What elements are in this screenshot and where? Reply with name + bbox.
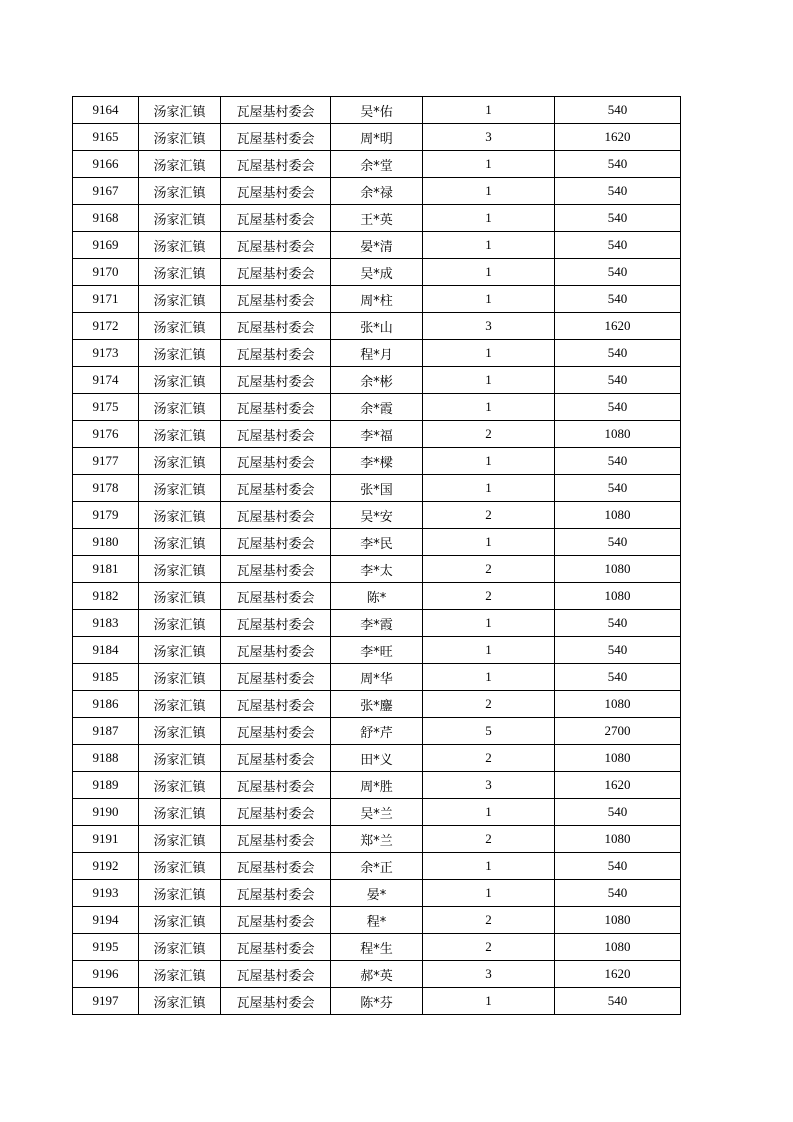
row-number-cell: 9185 (73, 664, 139, 691)
amount-cell: 540 (555, 367, 681, 394)
table-row (73, 745, 681, 772)
name-cell: 李*霞 (331, 610, 423, 637)
town-cell: 汤家汇镇 (139, 124, 221, 151)
count-cell: 3 (423, 313, 555, 340)
count-cell: 1 (423, 178, 555, 205)
town-cell: 汤家汇镇 (139, 907, 221, 934)
table-row (73, 286, 681, 313)
town-cell: 汤家汇镇 (139, 178, 221, 205)
table-row (73, 151, 681, 178)
table-row (73, 205, 681, 232)
name-cell: 晏*清 (331, 232, 423, 259)
count-cell: 1 (423, 151, 555, 178)
row-number-cell: 9169 (73, 232, 139, 259)
town-cell: 汤家汇镇 (139, 205, 221, 232)
table-row (73, 934, 681, 961)
village-committee-cell: 瓦屋基村委会 (221, 826, 331, 853)
village-committee-cell: 瓦屋基村委会 (221, 637, 331, 664)
count-cell: 3 (423, 124, 555, 151)
row-number-cell: 9170 (73, 259, 139, 286)
amount-cell: 1080 (555, 907, 681, 934)
row-number-cell: 9165 (73, 124, 139, 151)
name-cell: 余*禄 (331, 178, 423, 205)
village-committee-cell: 瓦屋基村委会 (221, 448, 331, 475)
row-number-cell: 9184 (73, 637, 139, 664)
village-committee-cell: 瓦屋基村委会 (221, 880, 331, 907)
table-row (73, 718, 681, 745)
table-row (73, 421, 681, 448)
table-row (73, 961, 681, 988)
village-committee-cell: 瓦屋基村委会 (221, 718, 331, 745)
name-cell: 余*正 (331, 853, 423, 880)
table-row (73, 772, 681, 799)
amount-cell: 1080 (555, 502, 681, 529)
table-row (73, 232, 681, 259)
table-row (73, 556, 681, 583)
table-row (73, 664, 681, 691)
town-cell: 汤家汇镇 (139, 583, 221, 610)
row-number-cell: 9195 (73, 934, 139, 961)
amount-cell: 540 (555, 664, 681, 691)
row-number-cell: 9171 (73, 286, 139, 313)
name-cell: 余*堂 (331, 151, 423, 178)
village-committee-cell: 瓦屋基村委会 (221, 529, 331, 556)
amount-cell: 2700 (555, 718, 681, 745)
row-number-cell: 9173 (73, 340, 139, 367)
village-committee-cell: 瓦屋基村委会 (221, 232, 331, 259)
village-committee-cell: 瓦屋基村委会 (221, 205, 331, 232)
amount-cell: 1080 (555, 934, 681, 961)
count-cell: 2 (423, 502, 555, 529)
table-row (73, 394, 681, 421)
table-row (73, 124, 681, 151)
count-cell: 1 (423, 448, 555, 475)
row-number-cell: 9189 (73, 772, 139, 799)
count-cell: 1 (423, 367, 555, 394)
count-cell: 1 (423, 529, 555, 556)
count-cell: 1 (423, 340, 555, 367)
village-committee-cell: 瓦屋基村委会 (221, 799, 331, 826)
village-committee-cell: 瓦屋基村委会 (221, 313, 331, 340)
row-number-cell: 9178 (73, 475, 139, 502)
amount-cell: 540 (555, 988, 681, 1015)
name-cell: 吴*兰 (331, 799, 423, 826)
name-cell: 周*胜 (331, 772, 423, 799)
town-cell: 汤家汇镇 (139, 772, 221, 799)
village-committee-cell: 瓦屋基村委会 (221, 394, 331, 421)
village-committee-cell: 瓦屋基村委会 (221, 151, 331, 178)
town-cell: 汤家汇镇 (139, 367, 221, 394)
village-committee-cell: 瓦屋基村委会 (221, 853, 331, 880)
count-cell: 1 (423, 475, 555, 502)
name-cell: 晏* (331, 880, 423, 907)
village-committee-cell: 瓦屋基村委会 (221, 664, 331, 691)
row-number-cell: 9197 (73, 988, 139, 1015)
amount-cell: 1620 (555, 961, 681, 988)
village-committee-cell: 瓦屋基村委会 (221, 124, 331, 151)
amount-cell: 540 (555, 853, 681, 880)
name-cell: 余*彬 (331, 367, 423, 394)
name-cell: 李*太 (331, 556, 423, 583)
table-row (73, 637, 681, 664)
table-row (73, 259, 681, 286)
count-cell: 2 (423, 556, 555, 583)
amount-cell: 540 (555, 448, 681, 475)
name-cell: 陈* (331, 583, 423, 610)
table-row (73, 97, 681, 124)
amount-cell: 1620 (555, 124, 681, 151)
amount-cell: 540 (555, 610, 681, 637)
count-cell: 1 (423, 232, 555, 259)
name-cell: 田*义 (331, 745, 423, 772)
amount-cell: 1080 (555, 583, 681, 610)
village-committee-cell: 瓦屋基村委会 (221, 610, 331, 637)
count-cell: 1 (423, 610, 555, 637)
table-row (73, 799, 681, 826)
amount-cell: 540 (555, 286, 681, 313)
amount-cell: 540 (555, 394, 681, 421)
village-committee-cell: 瓦屋基村委会 (221, 988, 331, 1015)
table-row (73, 340, 681, 367)
row-number-cell: 9190 (73, 799, 139, 826)
count-cell: 2 (423, 745, 555, 772)
name-cell: 程* (331, 907, 423, 934)
name-cell: 张*国 (331, 475, 423, 502)
amount-cell: 540 (555, 151, 681, 178)
table-row (73, 853, 681, 880)
name-cell: 张*山 (331, 313, 423, 340)
count-cell: 1 (423, 286, 555, 313)
village-committee-cell: 瓦屋基村委会 (221, 745, 331, 772)
village-committee-cell: 瓦屋基村委会 (221, 259, 331, 286)
row-number-cell: 9193 (73, 880, 139, 907)
table-row (73, 610, 681, 637)
count-cell: 2 (423, 826, 555, 853)
town-cell: 汤家汇镇 (139, 151, 221, 178)
village-committee-cell: 瓦屋基村委会 (221, 772, 331, 799)
amount-cell: 1080 (555, 745, 681, 772)
name-cell: 吴*成 (331, 259, 423, 286)
amount-cell: 540 (555, 799, 681, 826)
count-cell: 1 (423, 988, 555, 1015)
village-committee-cell: 瓦屋基村委会 (221, 421, 331, 448)
town-cell: 汤家汇镇 (139, 664, 221, 691)
village-committee-cell: 瓦屋基村委会 (221, 556, 331, 583)
row-number-cell: 9176 (73, 421, 139, 448)
count-cell: 3 (423, 772, 555, 799)
count-cell: 1 (423, 259, 555, 286)
village-committee-cell: 瓦屋基村委会 (221, 691, 331, 718)
name-cell: 周*华 (331, 664, 423, 691)
town-cell: 汤家汇镇 (139, 448, 221, 475)
town-cell: 汤家汇镇 (139, 799, 221, 826)
amount-cell: 1620 (555, 313, 681, 340)
row-number-cell: 9179 (73, 502, 139, 529)
row-number-cell: 9174 (73, 367, 139, 394)
name-cell: 李*福 (331, 421, 423, 448)
table-row (73, 178, 681, 205)
name-cell: 郑*兰 (331, 826, 423, 853)
name-cell: 舒*芹 (331, 718, 423, 745)
name-cell: 李*民 (331, 529, 423, 556)
town-cell: 汤家汇镇 (139, 340, 221, 367)
count-cell: 1 (423, 637, 555, 664)
table-row (73, 475, 681, 502)
name-cell: 程*生 (331, 934, 423, 961)
count-cell: 1 (423, 880, 555, 907)
name-cell: 张*鏖 (331, 691, 423, 718)
town-cell: 汤家汇镇 (139, 286, 221, 313)
count-cell: 1 (423, 205, 555, 232)
row-number-cell: 9194 (73, 907, 139, 934)
count-cell: 2 (423, 421, 555, 448)
village-committee-cell: 瓦屋基村委会 (221, 907, 331, 934)
count-cell: 2 (423, 907, 555, 934)
town-cell: 汤家汇镇 (139, 610, 221, 637)
table-row (73, 826, 681, 853)
row-number-cell: 9186 (73, 691, 139, 718)
row-number-cell: 9166 (73, 151, 139, 178)
town-cell: 汤家汇镇 (139, 529, 221, 556)
count-cell: 2 (423, 583, 555, 610)
row-number-cell: 9175 (73, 394, 139, 421)
amount-cell: 1080 (555, 556, 681, 583)
name-cell: 陈*芬 (331, 988, 423, 1015)
count-cell: 2 (423, 934, 555, 961)
table-row (73, 502, 681, 529)
village-committee-cell: 瓦屋基村委会 (221, 934, 331, 961)
count-cell: 5 (423, 718, 555, 745)
village-committee-cell: 瓦屋基村委会 (221, 502, 331, 529)
table-row (73, 691, 681, 718)
table-row (73, 583, 681, 610)
count-cell: 1 (423, 853, 555, 880)
row-number-cell: 9182 (73, 583, 139, 610)
row-number-cell: 9164 (73, 97, 139, 124)
village-committee-cell: 瓦屋基村委会 (221, 340, 331, 367)
town-cell: 汤家汇镇 (139, 97, 221, 124)
town-cell: 汤家汇镇 (139, 475, 221, 502)
town-cell: 汤家汇镇 (139, 934, 221, 961)
town-cell: 汤家汇镇 (139, 259, 221, 286)
row-number-cell: 9187 (73, 718, 139, 745)
name-cell: 李*旺 (331, 637, 423, 664)
count-cell: 2 (423, 691, 555, 718)
row-number-cell: 9172 (73, 313, 139, 340)
village-committee-cell: 瓦屋基村委会 (221, 367, 331, 394)
row-number-cell: 9191 (73, 826, 139, 853)
name-cell: 郝*英 (331, 961, 423, 988)
table-row (73, 907, 681, 934)
row-number-cell: 9167 (73, 178, 139, 205)
name-cell: 王*英 (331, 205, 423, 232)
row-number-cell: 9180 (73, 529, 139, 556)
name-cell: 余*霞 (331, 394, 423, 421)
data-table (72, 96, 681, 1015)
amount-cell: 540 (555, 97, 681, 124)
table-row (73, 448, 681, 475)
amount-cell: 1080 (555, 691, 681, 718)
amount-cell: 1080 (555, 826, 681, 853)
amount-cell: 540 (555, 232, 681, 259)
count-cell: 3 (423, 961, 555, 988)
row-number-cell: 9192 (73, 853, 139, 880)
row-number-cell: 9181 (73, 556, 139, 583)
town-cell: 汤家汇镇 (139, 691, 221, 718)
row-number-cell: 9177 (73, 448, 139, 475)
town-cell: 汤家汇镇 (139, 961, 221, 988)
town-cell: 汤家汇镇 (139, 232, 221, 259)
name-cell: 程*月 (331, 340, 423, 367)
town-cell: 汤家汇镇 (139, 880, 221, 907)
town-cell: 汤家汇镇 (139, 421, 221, 448)
town-cell: 汤家汇镇 (139, 988, 221, 1015)
town-cell: 汤家汇镇 (139, 718, 221, 745)
name-cell: 吴*安 (331, 502, 423, 529)
row-number-cell: 9183 (73, 610, 139, 637)
amount-cell: 540 (555, 205, 681, 232)
village-committee-cell: 瓦屋基村委会 (221, 286, 331, 313)
town-cell: 汤家汇镇 (139, 826, 221, 853)
row-number-cell: 9196 (73, 961, 139, 988)
count-cell: 1 (423, 664, 555, 691)
town-cell: 汤家汇镇 (139, 556, 221, 583)
amount-cell: 540 (555, 880, 681, 907)
name-cell: 周*明 (331, 124, 423, 151)
village-committee-cell: 瓦屋基村委会 (221, 97, 331, 124)
town-cell: 汤家汇镇 (139, 637, 221, 664)
village-committee-cell: 瓦屋基村委会 (221, 961, 331, 988)
count-cell: 1 (423, 394, 555, 421)
amount-cell: 1080 (555, 421, 681, 448)
amount-cell: 540 (555, 178, 681, 205)
amount-cell: 540 (555, 529, 681, 556)
village-committee-cell: 瓦屋基村委会 (221, 583, 331, 610)
amount-cell: 1620 (555, 772, 681, 799)
town-cell: 汤家汇镇 (139, 394, 221, 421)
town-cell: 汤家汇镇 (139, 853, 221, 880)
amount-cell: 540 (555, 340, 681, 367)
count-cell: 1 (423, 97, 555, 124)
amount-cell: 540 (555, 475, 681, 502)
town-cell: 汤家汇镇 (139, 313, 221, 340)
village-committee-cell: 瓦屋基村委会 (221, 178, 331, 205)
table-row (73, 880, 681, 907)
amount-cell: 540 (555, 259, 681, 286)
table-row (73, 529, 681, 556)
name-cell: 吴*佑 (331, 97, 423, 124)
town-cell: 汤家汇镇 (139, 502, 221, 529)
table-row (73, 313, 681, 340)
name-cell: 李*樑 (331, 448, 423, 475)
name-cell: 周*柱 (331, 286, 423, 313)
row-number-cell: 9188 (73, 745, 139, 772)
village-committee-cell: 瓦屋基村委会 (221, 475, 331, 502)
table-row (73, 367, 681, 394)
row-number-cell: 9168 (73, 205, 139, 232)
count-cell: 1 (423, 799, 555, 826)
amount-cell: 540 (555, 637, 681, 664)
table-row (73, 988, 681, 1015)
town-cell: 汤家汇镇 (139, 745, 221, 772)
table-body (73, 97, 681, 1015)
